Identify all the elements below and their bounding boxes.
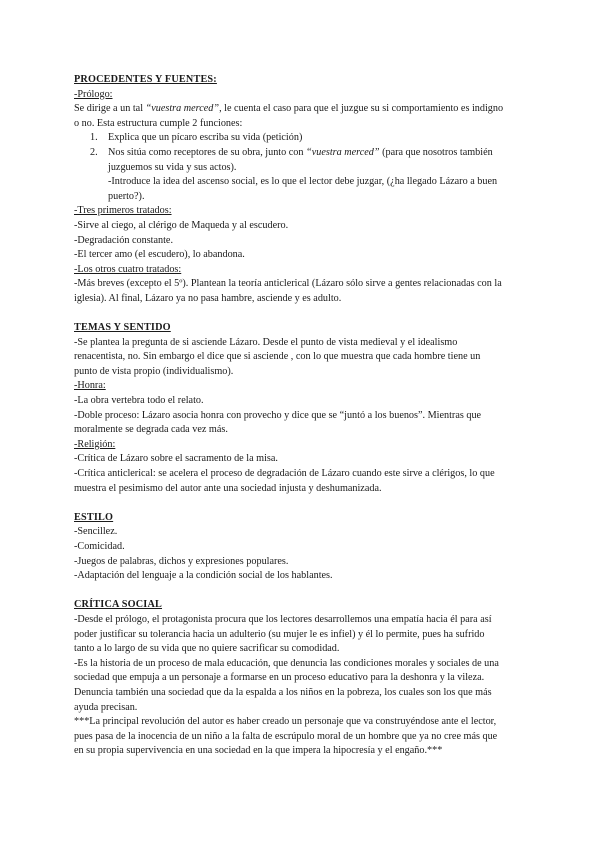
text-run: , le cuenta el caso para que el juzgue su si comportamiento es indigno (219, 103, 504, 115)
paragraph-line: -El tercer amo (el escudero), lo abandona. (74, 249, 245, 261)
subheading-religion: -Religión: (74, 438, 116, 450)
paragraph-line: muestra el pesimismo del autor ante una sociedad injusta y deshumanizada. (74, 482, 382, 494)
spacer (74, 307, 530, 322)
paragraph-line: -Más breves (excepto el 5º). Plantean la teoría anticlerical (Lázaro sólo sirve a gentes relacionadas con la (74, 278, 502, 290)
paragraph-line: tanto a lo largo de su vida que no quiere sacrificar su comodidad. (74, 643, 340, 655)
spacer (74, 584, 530, 599)
paragraph-line: sociedad que empuja a un personaje a formarse en un proceso educativo para la deshonra y la vileza. (74, 672, 485, 684)
paragraph-line: -La obra vertebra todo el relato. (74, 395, 204, 407)
paragraph-line: ***La principal revolución del autor es haber creado un personaje que va construyéndose ante el lector, (74, 716, 497, 728)
spacer (74, 496, 530, 511)
paragraph-line: -Crítica de Lázaro sobre el sacramento de la misa. (74, 453, 278, 465)
section-heading-estilo: ESTILO (74, 511, 114, 523)
italic-quote: “vuestra merced” (145, 103, 220, 115)
paragraph-line: -Se plantea la pregunta de si asciende Lázaro. Desde el punto de vista medieval y el idealismo (74, 336, 458, 348)
document-page (74, 73, 530, 759)
paragraph-line: poder justificar su tolerancia hacia un adulterio (su mujer le es infiel) y él lo permite, pues ha sufrido (74, 628, 485, 640)
subheading-tres-tratados: -Tres primeros tratados: (74, 205, 172, 217)
paragraph-line: en su propia supervivencia en una sociedad en la que impera la hipocresía y el engaño.*** (74, 745, 443, 757)
list-number: 1. (90, 132, 98, 144)
paragraph-line: -Comicidad. (74, 541, 125, 552)
paragraph-line: -Juegos de palabras, dichos y expresiones populares. (74, 555, 289, 567)
paragraph-line: moralmente se degrada cada vez más. (74, 424, 228, 436)
paragraph-line (74, 102, 530, 117)
paragraph-line: Denuncia también una sociedad que da la espalda a los niños en la pobreza, los cuales son los que más (74, 686, 492, 698)
sub-item-continuation: puerto?). (108, 190, 145, 202)
subheading-otros-tratados: -Los otros cuatro tratados: (74, 263, 182, 275)
list-item (74, 146, 530, 161)
section-heading-temas: TEMAS Y SENTIDO (74, 322, 171, 334)
paragraph-line: -Sirve al ciego, al clérigo de Maqueda y al escudero. (74, 219, 289, 231)
list-item-continuation: juzguemos su vida y sus actos). (108, 161, 237, 173)
list-text: Explica que un pícaro escriba su vida (petición) (108, 132, 303, 144)
paragraph-line: iglesia). Al final, Lázaro ya no pasa hambre, asciende y es adulto. (74, 292, 342, 304)
paragraph-line: punto de vista propio (individualismo). (74, 365, 234, 377)
section-heading-critica-social: CRÍTICA SOCIAL (74, 599, 163, 611)
paragraph-line: ayuda precisan. (74, 701, 138, 713)
paragraph-line: o no. Esta estructura cumple 2 funciones: (74, 117, 243, 129)
text-run: Se dirige a un tal (74, 103, 146, 115)
sub-item: -Introduce la idea del ascenso social, es lo que el lector debe juzgar, (¿ha llegado Lázaro a buen (108, 176, 498, 188)
subheading-prologo: -Prólogo: (74, 88, 113, 100)
paragraph-line: -Sencillez. (74, 526, 118, 538)
section-heading-procedentes: PROCEDENTES Y FUENTES: (74, 74, 217, 85)
subheading-honra: -Honra: (74, 380, 106, 392)
list-text: Nos sitúa como receptores de su obra, junto con (108, 146, 307, 158)
paragraph-line: -Degradación constante. (74, 234, 173, 246)
paragraph-line: -Crítica anticlerical: se acelera el proceso de degradación de Lázaro cuando este sirve a clérigos, lo que (74, 468, 495, 480)
paragraph-line: -Desde el prólogo, el protagonista procura que los lectores desarrollemos una empatía hacia él para así (74, 613, 492, 625)
italic-quote: “vuestra merced” (306, 146, 380, 158)
list-item (74, 131, 530, 146)
list-number: 2. (90, 146, 98, 158)
list-text: (para que nosotros también (379, 146, 493, 158)
paragraph-line: -Es la historia de un proceso de mala educación, que denuncia las condiciones morales y sociales de una (74, 657, 499, 669)
paragraph-line: -Adaptación del lenguaje a la condición social de los hablantes. (74, 570, 333, 582)
paragraph-line: -Doble proceso: Lázaro asocia honra con provecho y dice que se “juntó a los buenos”. Mientras que (74, 409, 482, 421)
paragraph-line: renacentista, no. Sin embargo el dice que si asciende , con lo que muestra que cada hombre tiene un (74, 351, 481, 363)
paragraph-line: pues pasa de la inocencia de un niño a la falta de escrúpulo moral de un hombre que ya no cree más que (74, 730, 498, 742)
